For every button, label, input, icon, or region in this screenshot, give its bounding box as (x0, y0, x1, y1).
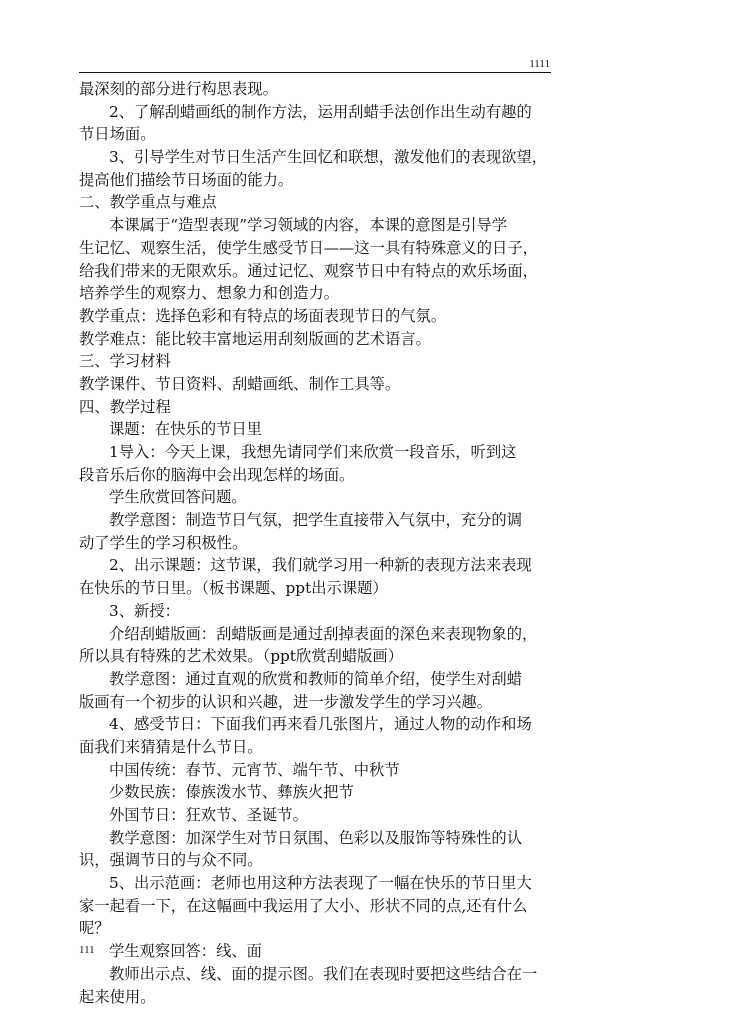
text-line: 4、感受节日：下面我们再来看几张图片，通过人物的动作和场 (109, 715, 532, 734)
text-line: 培养学生的观察力、想象力和创造力。 (79, 284, 340, 303)
text-line: 教学意图：通过直观的欣赏和教师的简单介绍，使学生对刮蜡 (109, 669, 523, 688)
text-line: 最深刻的部分进行构思表现。 (79, 80, 278, 98)
text-line: 面我们来猜猜是什么节日。 (79, 737, 263, 756)
text-line: 3、引导学生对节日生活产生回忆和联想，激发他们的表现欲望， (109, 148, 548, 167)
text-line: 1导入：今天上课，我想先请同学们来欣赏一段音乐，听到这 (109, 443, 517, 461)
text-line: 给我们带来的无限欢乐。通过记忆、观察节日中有特点的欢乐场面， (79, 261, 538, 280)
text-line: 教学重点：选择色彩和有特点的场面表现节日的气氛。 (79, 306, 447, 325)
text-line: 段音乐后你的脑海中会出现怎样的场面。 (79, 465, 355, 484)
text-line: 呢？ (79, 919, 110, 938)
header-page-number: 1111 (529, 58, 550, 70)
text-line: 动了学生的学习积极性。 (79, 533, 248, 552)
text-line: 生记忆、观察生活，使学生感受节日——这一具有特殊意义的日子， (79, 238, 538, 257)
text-line: 节日场面。 (79, 125, 156, 144)
text-line: 学生观察回答：线、面 (109, 942, 262, 961)
text-line: 教学难点：能比较丰富地运用刮刻版画的艺术语言。 (79, 329, 431, 348)
text-line: 家一起看一下，在这幅画中我运用了大小、形状不同的点,还有什么 (79, 896, 528, 915)
text-line: 中国传统：春节、元宵节、端午节、中秋节 (109, 760, 400, 779)
text-line: 5、出示范画：老师也用这种方法表现了一幅在快乐的节日里大 (109, 874, 532, 893)
text-line: 三、学习材料 (79, 352, 171, 371)
text-line: 3、新授： (109, 601, 180, 620)
text-line: 教学课件、节日资料、刮蜡画纸、制作工具等。 (79, 374, 401, 393)
text-line: 版画有一个初步的认识和兴趣，进一步激发学生的学习兴趣。 (79, 692, 493, 711)
text-line: 教学意图：加深学生对节日氛围、色彩以及服饰等特殊性的认 (109, 828, 523, 847)
footer-page-number: 111 (79, 944, 95, 956)
text-line: 起来使用。 (79, 987, 156, 1006)
text-line: 少数民族：傣族泼水节、彝族火把节 (109, 783, 354, 802)
text-line: 2、出示课题：这节课，我们就学习用一种新的表现方法来表现 (109, 556, 532, 575)
text-line: 所以具有特殊的艺术效果。（ppt欣赏刮蜡版画） (79, 647, 404, 666)
text-line: 在快乐的节日里。（板书课题、ppt出示课题） (79, 579, 388, 598)
text-line: 二、教学重点与难点 (79, 193, 217, 212)
text-line: 2、了解刮蜡画纸的制作方法，运用刮蜡手法创作出生动有趣的 (109, 102, 532, 121)
header-divider (79, 72, 551, 73)
text-line: 外国节日：狂欢节、圣诞节。 (109, 806, 308, 824)
document-body (79, 78, 559, 1008)
text-line: 四、教学过程 (79, 397, 171, 416)
text-line: 识，强调节日的与众不同。 (79, 851, 263, 870)
text-line: 提高他们描绘节日场面的能力。 (79, 170, 294, 189)
text-line: 介绍刮蜡版画：刮蜡版画是通过刮掉表面的深色来表现物象的， (109, 624, 538, 643)
text-line: 学生欣赏回答问题。 (109, 488, 247, 507)
text-line: 课题：在快乐的节日里 (109, 420, 262, 439)
text-line: 教师出示点、线、面的提示图。我们在表现时要把这些结合在一 (109, 964, 538, 983)
text-line: 教学意图：制造节日气氛，把学生直接带入气氛中，充分的调 (109, 511, 523, 530)
text-line: 本课属于“造型表现”学习领域的内容，本课的意图是引导学 (109, 216, 508, 235)
